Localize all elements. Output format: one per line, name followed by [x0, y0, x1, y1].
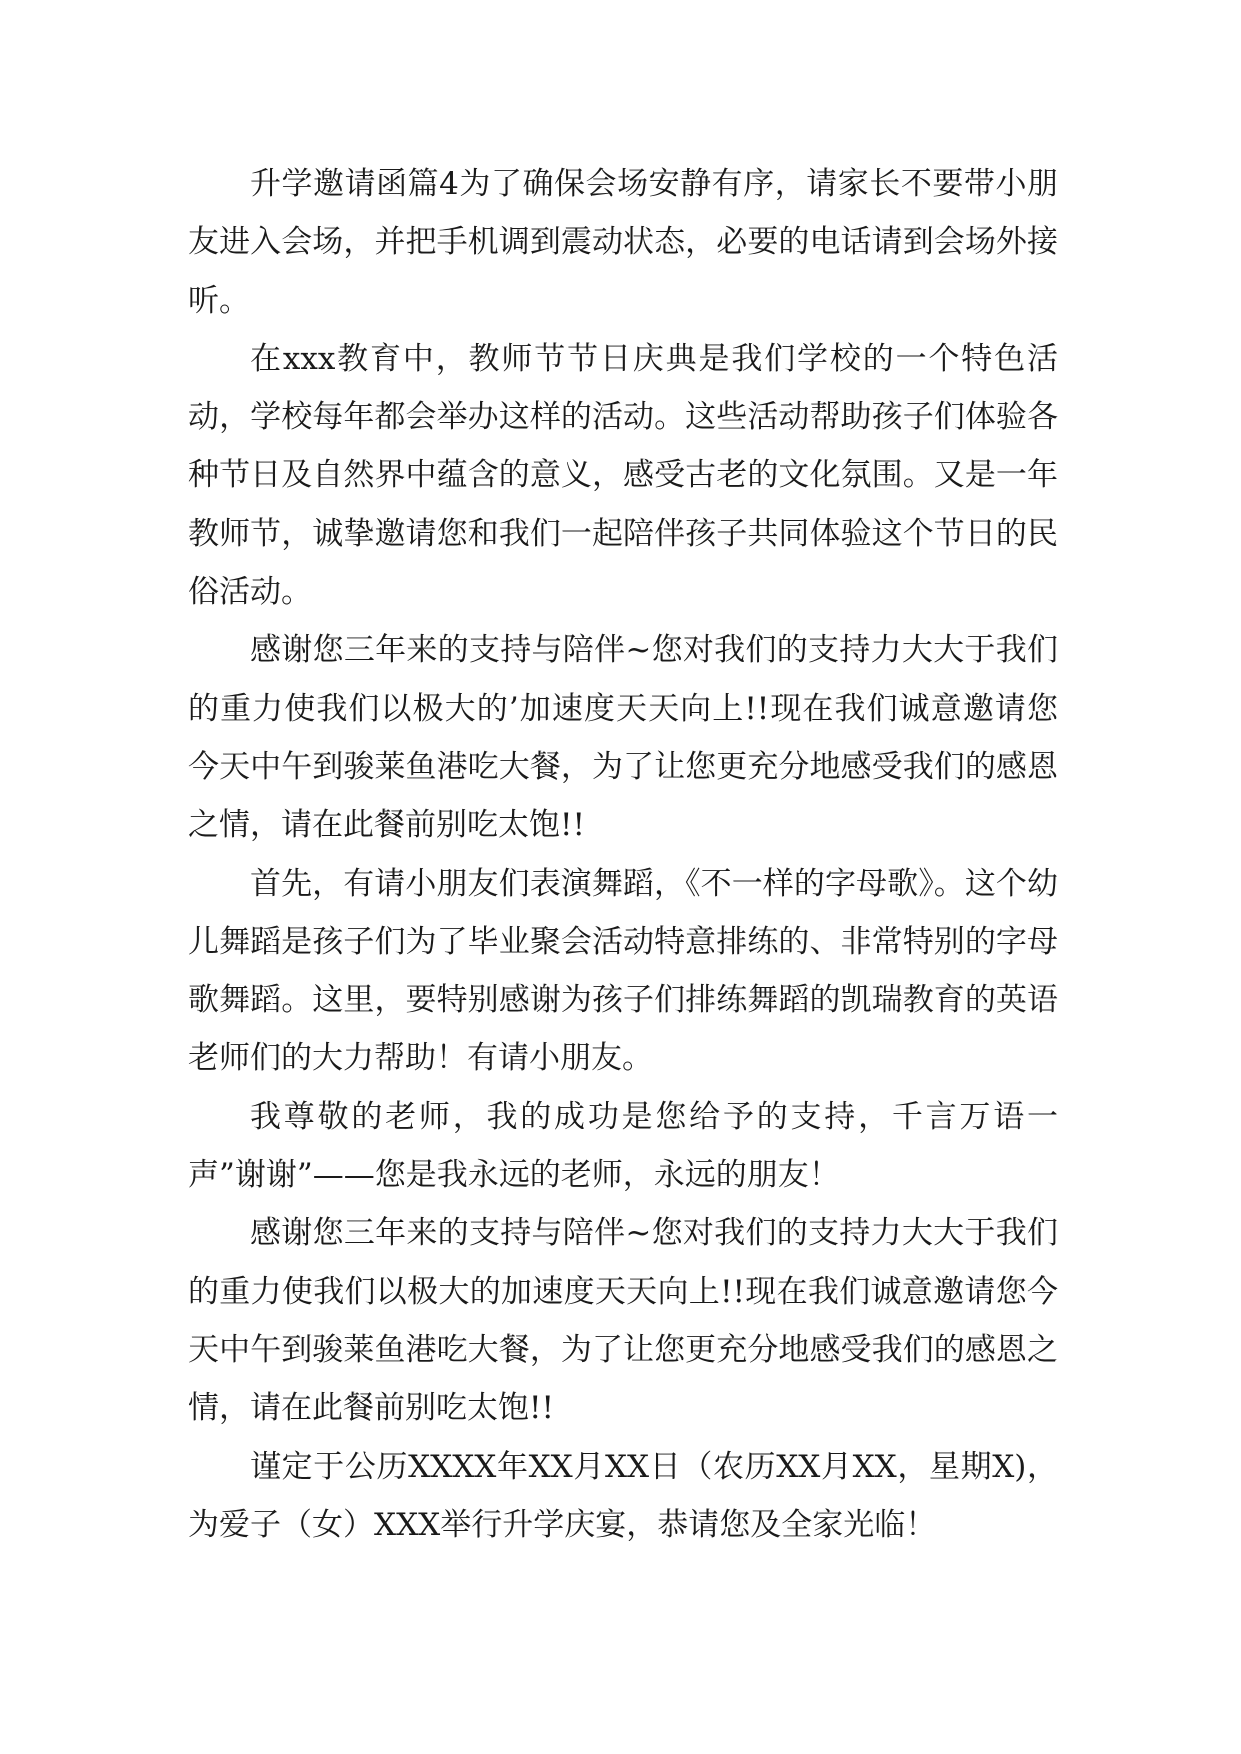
paragraph-7: 谨定于公历XXXX年XX月XX日（农历XX月XX，星期X)，为爱子（女）XXX举行升学庆宴，恭请您及全家光临！	[188, 1448, 1058, 1543]
document-body	[188, 155, 1058, 1554]
paragraph-2: 在xxx教育中，教师节节日庆典是我们学校的一个特色活动，学校每年都会举办这样的活动。这些活动帮助孩子们体验各种节日及自然界中蕴含的意义，感受古老的文化氛围。又是一年教师节，诚挚邀请您和我们一起陪伴孩子共同体验这个节日的民俗活动。	[188, 340, 1058, 611]
paragraph-6: 感谢您三年来的支持与陪伴~您对我们的支持力大大于我们的重力使我们以极大的加速度天天向上!!现在我们诚意邀请您今天中午到骏莱鱼港吃大餐，为了让您更充分地感受我们的感恩之情，请在此餐前别吃太饱!!	[188, 1215, 1058, 1427]
paragraph-5: 我尊敬的老师，我的成功是您给予的支持，千言万语一声”谢谢”——您是我永远的老师，永远的朋友！	[188, 1098, 1058, 1194]
paragraph-4: 首先，有请小朋友们表演舞蹈，《不一样的字母歌》。这个幼儿舞蹈是孩子们为了毕业聚会活动特意排练的、非常特别的字母歌舞蹈。这里，要特别感谢为孩子们排练舞蹈的凯瑞教育的英语老师们的大力帮助！有请小朋友。	[188, 865, 1058, 1077]
paragraph-1: 升学邀请函篇4为了确保会场安静有序，请家长不要带小朋友进入会场，并把手机调到震动状态，必要的电话请到会场外接听。	[188, 166, 1058, 319]
paragraph-3: 感谢您三年来的支持与陪伴~您对我们的支持力大大于我们的重力使我们以极大的’加速度天天向上!!现在我们诚意邀请您今天中午到骏莱鱼港吃大餐，为了让您更充分地感受我们的感恩之情，请在此餐前别吃太饱!!	[188, 632, 1058, 844]
